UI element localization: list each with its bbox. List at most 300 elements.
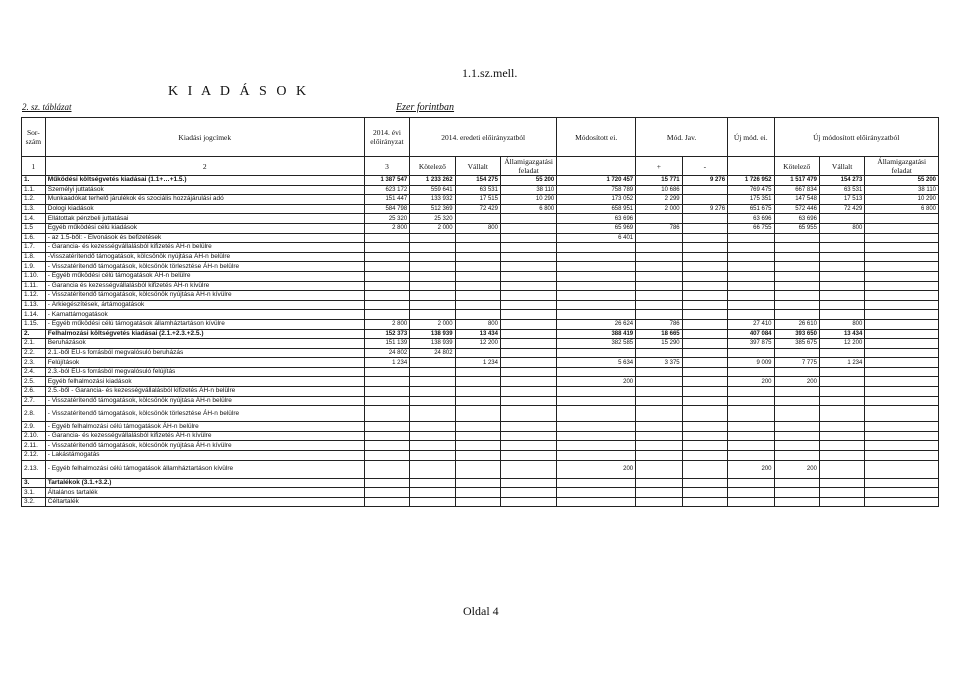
value-cell <box>410 488 455 498</box>
value-cell <box>557 243 636 253</box>
value-cell <box>819 431 864 441</box>
value-cell <box>557 441 636 451</box>
value-cell <box>500 367 556 377</box>
value-cell <box>455 300 500 310</box>
row-number: 1. <box>22 176 46 186</box>
value-cell: 651 675 <box>728 204 774 214</box>
value-cell <box>774 271 819 281</box>
table-row <box>22 460 939 478</box>
row-number: 1.15. <box>22 319 46 329</box>
value-cell <box>774 233 819 243</box>
value-cell: 786 <box>636 223 682 233</box>
value-cell <box>865 319 939 329</box>
value-cell <box>557 310 636 320</box>
sub-c2: 2 <box>45 157 364 176</box>
col-header-orig: 2014. évi előirányzat <box>364 118 409 157</box>
value-cell <box>455 243 500 253</box>
value-cell <box>819 478 864 488</box>
value-cell <box>728 422 774 432</box>
value-cell <box>364 431 409 441</box>
value-cell <box>410 441 455 451</box>
row-number: 1.9. <box>22 262 46 272</box>
value-cell <box>557 300 636 310</box>
row-number: 2.12. <box>22 451 46 461</box>
value-cell <box>819 367 864 377</box>
value-cell <box>410 377 455 387</box>
annex-reference: 1.1.sz.mell. <box>462 66 518 80</box>
table-row <box>22 214 939 224</box>
value-cell: 63 696 <box>557 214 636 224</box>
value-cell <box>500 291 556 301</box>
table-row <box>22 223 939 233</box>
sub-plus: + <box>636 157 682 176</box>
table-row <box>22 431 939 441</box>
value-cell <box>636 367 682 377</box>
value-cell <box>364 262 409 272</box>
value-cell <box>410 291 455 301</box>
col-header-from-orig: 2014. eredeti előirányzatból <box>410 118 557 157</box>
value-cell: 2 299 <box>636 195 682 205</box>
value-cell: 6 800 <box>500 204 556 214</box>
value-cell: 382 585 <box>557 339 636 349</box>
value-cell: 1 517 479 <box>774 176 819 186</box>
value-cell <box>728 252 774 262</box>
table-reference: 2. sz. táblázat <box>22 102 72 112</box>
row-number: 1.13. <box>22 300 46 310</box>
row-number: 3.1. <box>22 488 46 498</box>
value-cell <box>682 233 727 243</box>
row-label: - Egyéb felhalmozási célú támogatások ÁH-n belülre <box>45 422 364 432</box>
value-cell <box>410 243 455 253</box>
row-label: - Visszatérítendő támogatások, kölcsönök nyújtása ÁH-n kívülre <box>45 441 364 451</box>
value-cell <box>636 300 682 310</box>
value-cell: 10 290 <box>865 195 939 205</box>
value-cell <box>865 252 939 262</box>
table-row <box>22 281 939 291</box>
value-cell <box>865 396 939 406</box>
row-number: 3. <box>22 478 46 488</box>
value-cell <box>455 252 500 262</box>
value-cell <box>636 422 682 432</box>
value-cell <box>557 488 636 498</box>
value-cell <box>410 281 455 291</box>
value-cell: 786 <box>636 319 682 329</box>
value-cell: 72 429 <box>455 204 500 214</box>
value-cell: 393 650 <box>774 329 819 339</box>
value-cell <box>410 460 455 478</box>
value-cell <box>682 348 727 358</box>
table-row <box>22 243 939 253</box>
value-cell <box>774 478 819 488</box>
value-cell: 800 <box>455 319 500 329</box>
value-cell <box>636 441 682 451</box>
value-cell <box>728 300 774 310</box>
row-label: - az 1.5-ből: - Elvonások és befizetések <box>45 233 364 243</box>
value-cell <box>455 478 500 488</box>
value-cell <box>636 431 682 441</box>
value-cell <box>865 233 939 243</box>
row-label: - Kamattámogatások <box>45 310 364 320</box>
value-cell: 133 932 <box>410 195 455 205</box>
value-cell <box>636 478 682 488</box>
value-cell: 658 951 <box>557 204 636 214</box>
value-cell <box>865 281 939 291</box>
value-cell <box>500 252 556 262</box>
value-cell <box>682 339 727 349</box>
value-cell: 6 800 <box>865 204 939 214</box>
table-row <box>22 252 939 262</box>
value-cell <box>865 460 939 478</box>
row-number: 2. <box>22 329 46 339</box>
value-cell <box>410 497 455 507</box>
value-cell <box>364 310 409 320</box>
value-cell <box>455 387 500 397</box>
value-cell <box>774 422 819 432</box>
value-cell: 623 172 <box>364 185 409 195</box>
value-cell <box>819 214 864 224</box>
value-cell <box>774 387 819 397</box>
value-cell: 55 200 <box>500 176 556 186</box>
table-row <box>22 451 939 461</box>
value-cell <box>865 441 939 451</box>
value-cell <box>557 497 636 507</box>
value-cell <box>636 271 682 281</box>
value-cell <box>774 281 819 291</box>
value-cell <box>500 358 556 368</box>
row-label: - Garancia és kezességvállalásból kifizetés ÁH-n kívülre <box>45 281 364 291</box>
value-cell: 9 276 <box>682 176 727 186</box>
value-cell <box>865 300 939 310</box>
table-body <box>22 176 939 507</box>
value-cell: 2 000 <box>410 223 455 233</box>
value-cell: 200 <box>774 377 819 387</box>
sub-voluntary: Vállalt <box>455 157 500 176</box>
value-cell <box>682 291 727 301</box>
value-cell <box>500 348 556 358</box>
value-cell: 7 775 <box>774 358 819 368</box>
value-cell: 1 234 <box>455 358 500 368</box>
value-cell <box>865 214 939 224</box>
value-cell <box>819 377 864 387</box>
value-cell <box>865 377 939 387</box>
table-row <box>22 406 939 422</box>
value-cell <box>682 422 727 432</box>
value-cell <box>364 451 409 461</box>
value-cell <box>455 431 500 441</box>
value-cell <box>774 300 819 310</box>
table-row <box>22 233 939 243</box>
value-cell: 2 800 <box>364 223 409 233</box>
value-cell <box>500 243 556 253</box>
value-cell <box>500 281 556 291</box>
value-cell: 138 939 <box>410 339 455 349</box>
row-label: - Garancia- és kezességvállalásból kifizetés ÁH-n kívülre <box>45 431 364 441</box>
value-cell <box>364 497 409 507</box>
value-cell <box>500 262 556 272</box>
row-number: 1.14. <box>22 310 46 320</box>
value-cell: 5 634 <box>557 358 636 368</box>
value-cell <box>636 243 682 253</box>
value-cell <box>865 431 939 441</box>
value-cell <box>819 488 864 498</box>
value-cell <box>728 497 774 507</box>
value-cell <box>455 348 500 358</box>
value-cell: 72 429 <box>819 204 864 214</box>
value-cell <box>682 185 727 195</box>
value-cell <box>364 271 409 281</box>
value-cell <box>410 252 455 262</box>
value-cell <box>636 396 682 406</box>
value-cell <box>500 387 556 397</box>
value-cell <box>557 387 636 397</box>
table-row <box>22 422 939 432</box>
row-label: Beruházások <box>45 339 364 349</box>
value-cell <box>865 339 939 349</box>
value-cell <box>636 488 682 498</box>
value-cell <box>557 348 636 358</box>
value-cell <box>682 223 727 233</box>
row-number: 2.13. <box>22 460 46 478</box>
row-number: 1.6. <box>22 233 46 243</box>
value-cell: 200 <box>728 460 774 478</box>
value-cell <box>410 396 455 406</box>
col-header-num: Sor-szám <box>22 118 46 157</box>
value-cell <box>865 488 939 498</box>
value-cell <box>682 300 727 310</box>
value-cell: 2 000 <box>410 319 455 329</box>
value-cell <box>557 396 636 406</box>
value-cell <box>557 252 636 262</box>
col-header-from-new: Új módosított előirányzatból <box>774 118 938 157</box>
value-cell <box>865 223 939 233</box>
value-cell <box>455 422 500 432</box>
value-cell <box>455 281 500 291</box>
value-cell <box>364 406 409 422</box>
value-cell: 1 726 952 <box>728 176 774 186</box>
value-cell <box>774 291 819 301</box>
value-cell <box>364 377 409 387</box>
row-number: 1.2. <box>22 195 46 205</box>
value-cell <box>728 406 774 422</box>
value-cell <box>819 291 864 301</box>
value-cell <box>500 310 556 320</box>
value-cell: 667 834 <box>774 185 819 195</box>
value-cell <box>364 252 409 262</box>
row-label: 2.1.-ből EU-s forrásból megvalósuló beruházás <box>45 348 364 358</box>
value-cell <box>682 319 727 329</box>
row-label: 2.3.-ból EU-s forrásból megvalósuló felújítás <box>45 367 364 377</box>
value-cell <box>865 310 939 320</box>
value-cell: 27 410 <box>728 319 774 329</box>
header-row <box>22 118 939 157</box>
value-cell <box>728 281 774 291</box>
table-row <box>22 195 939 205</box>
row-number: 2.1. <box>22 339 46 349</box>
value-cell: 63 696 <box>774 214 819 224</box>
row-label: 2.5.-ből - Garancia- és kezességvállalásból kifizetés ÁH-n belülre <box>45 387 364 397</box>
value-cell <box>728 243 774 253</box>
value-cell: 63 531 <box>455 185 500 195</box>
value-cell <box>819 300 864 310</box>
value-cell <box>682 281 727 291</box>
value-cell <box>455 441 500 451</box>
value-cell <box>682 358 727 368</box>
value-cell: 65 955 <box>774 223 819 233</box>
value-cell <box>455 291 500 301</box>
value-cell <box>455 406 500 422</box>
value-cell <box>682 310 727 320</box>
value-cell <box>364 396 409 406</box>
value-cell <box>865 271 939 281</box>
value-cell <box>728 291 774 301</box>
value-cell <box>819 451 864 461</box>
value-cell <box>682 497 727 507</box>
row-label: - Visszatérítendő támogatások, kölcsönök nyújtása ÁH-n kívülre <box>45 291 364 301</box>
value-cell: 24 802 <box>410 348 455 358</box>
value-cell <box>455 214 500 224</box>
row-number: 1.7. <box>22 243 46 253</box>
row-number: 2.8. <box>22 406 46 422</box>
value-cell: 385 675 <box>774 339 819 349</box>
sub-state: Államigazgatási feladat <box>500 157 556 176</box>
sub-blank-2 <box>728 157 774 176</box>
value-cell <box>455 262 500 272</box>
value-cell <box>819 387 864 397</box>
value-cell: 1 234 <box>819 358 864 368</box>
row-label: - Visszatérítendő támogatások, kölcsönök törlesztése ÁH-n belülre <box>45 406 364 422</box>
value-cell <box>682 377 727 387</box>
value-cell: 584 798 <box>364 204 409 214</box>
value-cell <box>682 387 727 397</box>
row-number: 2.5. <box>22 377 46 387</box>
value-cell <box>557 422 636 432</box>
table-row <box>22 339 939 349</box>
value-cell <box>865 406 939 422</box>
value-cell <box>636 214 682 224</box>
value-cell <box>728 396 774 406</box>
value-cell <box>455 451 500 461</box>
value-cell: 1 720 457 <box>557 176 636 186</box>
value-cell <box>728 262 774 272</box>
sub-minus: - <box>682 157 727 176</box>
value-cell <box>682 396 727 406</box>
value-cell <box>500 441 556 451</box>
value-cell <box>774 441 819 451</box>
value-cell <box>410 478 455 488</box>
value-cell <box>410 367 455 377</box>
value-cell <box>636 451 682 461</box>
row-label: - Visszatérítendő támogatások, kölcsönök nyújtása ÁH-n belülre <box>45 396 364 406</box>
value-cell <box>819 271 864 281</box>
row-label: Felhalmozási költségvetés kiadásai (2.1.+2.3.+2.5.) <box>45 329 364 339</box>
value-cell <box>500 223 556 233</box>
row-number: 1.8. <box>22 252 46 262</box>
value-cell <box>500 488 556 498</box>
table-row <box>22 377 939 387</box>
table-row <box>22 396 939 406</box>
value-cell: 147 548 <box>774 195 819 205</box>
value-cell <box>500 271 556 281</box>
value-cell <box>500 300 556 310</box>
value-cell <box>364 281 409 291</box>
row-label: Munkaadókat terhelő járulékok és szociális hozzájárulási adó <box>45 195 364 205</box>
value-cell <box>819 262 864 272</box>
table-row <box>22 271 939 281</box>
value-cell <box>500 396 556 406</box>
value-cell <box>682 214 727 224</box>
row-number: 2.2. <box>22 348 46 358</box>
value-cell <box>500 214 556 224</box>
value-cell: 173 052 <box>557 195 636 205</box>
value-cell <box>364 441 409 451</box>
table-row <box>22 497 939 507</box>
value-cell <box>500 478 556 488</box>
table-row <box>22 204 939 214</box>
value-cell <box>410 451 455 461</box>
value-cell: 152 373 <box>364 329 409 339</box>
value-cell <box>455 367 500 377</box>
row-label: - Egyéb felhalmozási célú támogatások államháztartáson kívülre <box>45 460 364 478</box>
row-number: 2.9. <box>22 422 46 432</box>
value-cell <box>774 451 819 461</box>
value-cell <box>500 460 556 478</box>
value-cell: 1 387 547 <box>364 176 409 186</box>
value-cell <box>682 431 727 441</box>
row-label: - Árkiegészítések, ártámogatások <box>45 300 364 310</box>
table-row <box>22 176 939 186</box>
table-row <box>22 291 939 301</box>
value-cell: 13 434 <box>455 329 500 339</box>
value-cell: 12 200 <box>455 339 500 349</box>
value-cell <box>364 367 409 377</box>
sub-state-2: Államigazgatási feladat <box>865 157 939 176</box>
value-cell <box>636 291 682 301</box>
sub-mandatory: Kötelező <box>410 157 455 176</box>
page-footer: Oldal 4 <box>463 604 499 618</box>
value-cell <box>500 329 556 339</box>
value-cell <box>500 406 556 422</box>
row-label: - Visszatérítendő támogatások, kölcsönök törlesztése ÁH-n belülre <box>45 262 364 272</box>
value-cell <box>500 497 556 507</box>
row-label: - Egyéb működési célú támogatások ÁH-n belülre <box>45 271 364 281</box>
row-number: 1.12. <box>22 291 46 301</box>
table-row <box>22 387 939 397</box>
table-row <box>22 262 939 272</box>
row-label: - Garancia- és kezességvállalásból kifizetés ÁH-n belülre <box>45 243 364 253</box>
value-cell <box>865 243 939 253</box>
row-label: - Egyéb működési célú támogatások államháztartáson kívülre <box>45 319 364 329</box>
value-cell: 10 686 <box>636 185 682 195</box>
value-cell <box>500 451 556 461</box>
row-label: Céltartalék <box>45 497 364 507</box>
value-cell <box>682 406 727 422</box>
value-cell: 26 610 <box>774 319 819 329</box>
value-cell <box>364 478 409 488</box>
value-cell: 388 419 <box>557 329 636 339</box>
row-number: 1.10. <box>22 271 46 281</box>
value-cell: 26 624 <box>557 319 636 329</box>
value-cell <box>819 252 864 262</box>
value-cell <box>682 329 727 339</box>
value-cell: 63 696 <box>728 214 774 224</box>
value-cell <box>455 377 500 387</box>
value-cell: 151 139 <box>364 339 409 349</box>
col-header-name: Kiadási jogcímek <box>45 118 364 157</box>
row-number: 2.4. <box>22 367 46 377</box>
value-cell: 6 401 <box>557 233 636 243</box>
value-cell: 154 273 <box>819 176 864 186</box>
value-cell <box>636 460 682 478</box>
